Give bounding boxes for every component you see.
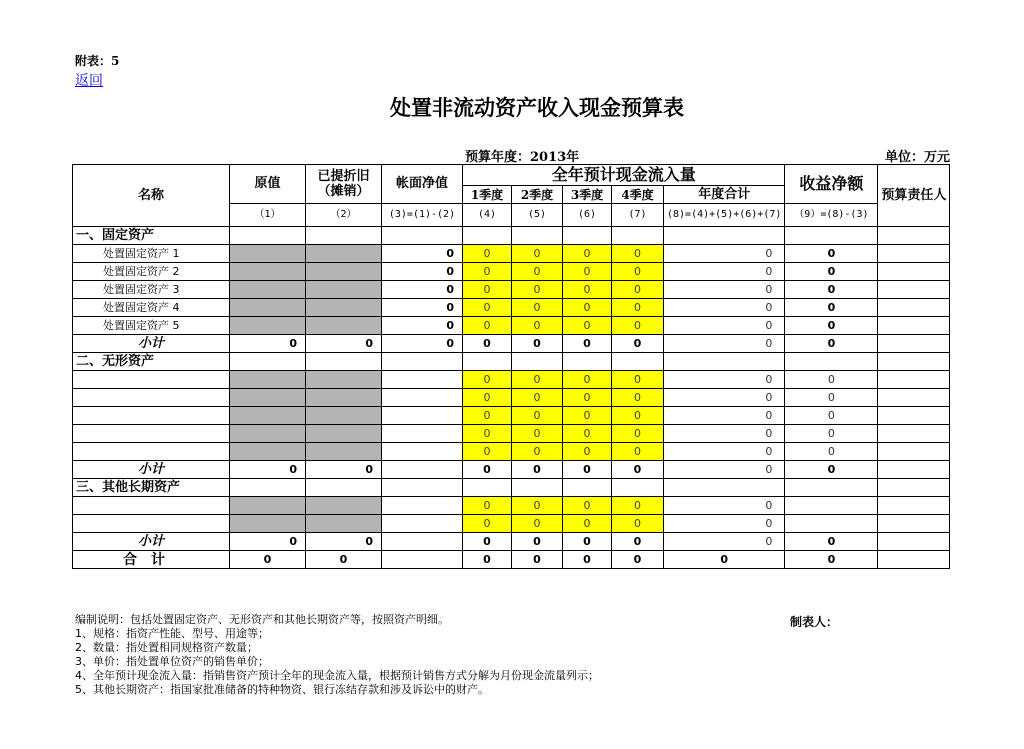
budget-year: 预算年度：2013年 — [465, 150, 580, 165]
asset-row — [73, 281, 950, 299]
unit-label: 单位：万元 — [884, 150, 950, 165]
net-income-cell: 0 — [785, 425, 878, 443]
quarter-input[interactable]: 0 — [612, 299, 664, 317]
section-title: 二、无形资产 — [73, 353, 230, 371]
original-value-cell — [230, 245, 306, 263]
net-income-cell: 0 — [785, 443, 878, 461]
quarter-input[interactable]: 0 — [563, 389, 612, 407]
depreciation-cell — [306, 515, 382, 533]
table-cell — [878, 533, 950, 551]
quarter-input[interactable]: 0 — [463, 425, 512, 443]
table-cell — [785, 227, 878, 245]
book-value-cell — [382, 407, 463, 425]
quarter-input[interactable]: 0 — [612, 263, 664, 281]
subtotal-quarter: 0 — [612, 461, 664, 479]
subtotal-depreciation: 0 — [306, 533, 382, 551]
formula-code: (6) — [563, 204, 612, 227]
depreciation-cell — [306, 425, 382, 443]
book-value-cell — [382, 371, 463, 389]
annual-total-cell: 0 — [664, 443, 785, 461]
subtotal-quarter: 0 — [512, 461, 563, 479]
table-cell — [230, 479, 306, 497]
quarter-input[interactable]: 0 — [463, 371, 512, 389]
net-income-cell: 0 — [785, 407, 878, 425]
asset-row — [73, 497, 950, 515]
quarter-input[interactable]: 0 — [512, 263, 563, 281]
asset-name: 处置固定资产 5 — [73, 317, 230, 335]
subtotal-depreciation: 0 — [306, 461, 382, 479]
depreciation-cell — [306, 443, 382, 461]
annual-total-cell: 0 — [664, 389, 785, 407]
subtotal-quarter: 0 — [563, 461, 612, 479]
header-original-value: 原值 — [230, 165, 306, 204]
table-cell — [878, 479, 950, 497]
header-row — [73, 165, 950, 186]
original-value-cell — [230, 263, 306, 281]
table-maker-label: 制表人： — [790, 615, 839, 629]
formula-code: （9）=(8)-(3) — [785, 204, 878, 227]
asset-name — [73, 371, 230, 389]
annual-total-cell: 0 — [664, 245, 785, 263]
quarter-input[interactable]: 0 — [563, 371, 612, 389]
subtotal-quarter: 0 — [563, 533, 612, 551]
subtotal-net: 0 — [785, 335, 878, 353]
table-cell — [230, 227, 306, 245]
net-income-cell: 0 — [785, 371, 878, 389]
quarter-input[interactable]: 0 — [512, 317, 563, 335]
original-value-cell — [230, 371, 306, 389]
responsible-cell — [878, 407, 950, 425]
quarter-input[interactable]: 0 — [563, 263, 612, 281]
subtotal-quarter: 0 — [463, 461, 512, 479]
table-cell — [306, 479, 382, 497]
original-value-cell — [230, 515, 306, 533]
quarter-input[interactable]: 0 — [563, 425, 612, 443]
asset-name — [73, 389, 230, 407]
quarter-input[interactable]: 0 — [463, 263, 512, 281]
quarter-input[interactable]: 0 — [512, 497, 563, 515]
quarter-input[interactable]: 0 — [463, 515, 512, 533]
responsible-cell — [878, 515, 950, 533]
header-q3: 3季度 — [563, 186, 612, 204]
responsible-cell — [878, 281, 950, 299]
total-label: 合计 — [73, 551, 230, 569]
asset-name: 处置固定资产 3 — [73, 281, 230, 299]
original-value-cell — [230, 425, 306, 443]
table-cell — [382, 479, 463, 497]
table-cell — [563, 479, 612, 497]
back-link[interactable]: 返回 — [75, 73, 103, 89]
quarter-input[interactable]: 0 — [612, 245, 664, 263]
asset-name — [73, 515, 230, 533]
book-value-cell: 0 — [382, 317, 463, 335]
depreciation-cell — [306, 245, 382, 263]
total-net: 0 — [785, 551, 878, 569]
responsible-cell — [878, 371, 950, 389]
table-cell — [878, 335, 950, 353]
note-line: 编制说明：包括处置固定资产、无形资产和其他长期资产等，按照资产明细。 — [75, 613, 449, 626]
quarter-input[interactable]: 0 — [563, 299, 612, 317]
header-net-income: 收益净额 — [785, 165, 878, 204]
responsible-cell — [878, 263, 950, 281]
net-income-cell: 0 — [785, 389, 878, 407]
table-cell — [878, 461, 950, 479]
header-responsible: 预算责任人 — [878, 165, 950, 227]
annual-total-cell: 0 — [664, 281, 785, 299]
annex-label: 附表：5 — [75, 54, 120, 68]
note-line: 2、数量：指处置相同规格资产数量； — [75, 641, 258, 654]
quarter-input[interactable]: 0 — [512, 299, 563, 317]
header-q2: 2季度 — [512, 186, 563, 204]
subtotal-net: 0 — [785, 533, 878, 551]
quarter-input[interactable]: 0 — [612, 515, 664, 533]
table-cell — [306, 353, 382, 371]
depreciation-cell — [306, 389, 382, 407]
table-cell — [785, 353, 878, 371]
book-value-cell — [382, 497, 463, 515]
quarter-input[interactable]: 0 — [612, 371, 664, 389]
asset-row — [73, 245, 950, 263]
subtotal-book: 0 — [382, 335, 463, 353]
book-value-cell: 0 — [382, 245, 463, 263]
net-income-cell — [785, 515, 878, 533]
quarter-input[interactable]: 0 — [563, 245, 612, 263]
asset-name — [73, 407, 230, 425]
book-value-cell — [382, 443, 463, 461]
net-income-cell: 0 — [785, 317, 878, 335]
subtotal-quarter: 0 — [512, 533, 563, 551]
header-depreciation: 已提折旧 （摊销） — [306, 165, 382, 204]
asset-name: 处置固定资产 4 — [73, 299, 230, 317]
quarter-input[interactable]: 0 — [563, 317, 612, 335]
notes — [75, 613, 599, 697]
depreciation-cell — [306, 263, 382, 281]
quarter-input[interactable]: 0 — [563, 497, 612, 515]
table-cell — [382, 227, 463, 245]
table-cell — [306, 227, 382, 245]
total-quarter: 0 — [512, 551, 563, 569]
formula-code: （1） — [230, 204, 306, 227]
table-cell — [664, 227, 785, 245]
original-value-cell — [230, 497, 306, 515]
depreciation-cell — [306, 371, 382, 389]
table-cell — [463, 227, 512, 245]
total-quarter: 0 — [563, 551, 612, 569]
asset-row — [73, 425, 950, 443]
section-row — [73, 353, 950, 371]
note-line: 3、单价：指处置单位资产的销售单价； — [75, 655, 269, 668]
formula-code: (7) — [612, 204, 664, 227]
quarter-input[interactable]: 0 — [463, 281, 512, 299]
table-cell — [512, 479, 563, 497]
depreciation-cell — [306, 317, 382, 335]
quarter-input[interactable]: 0 — [512, 515, 563, 533]
table-cell — [382, 353, 463, 371]
header-name: 名称 — [73, 165, 230, 227]
annual-total-cell: 0 — [664, 425, 785, 443]
subtotal-original: 0 — [230, 335, 306, 353]
original-value-cell — [230, 317, 306, 335]
header-book-value: 帐面净值 — [382, 165, 463, 204]
quarter-input[interactable]: 0 — [612, 407, 664, 425]
depreciation-cell — [306, 299, 382, 317]
quarter-input[interactable]: 0 — [463, 389, 512, 407]
net-income-cell — [785, 497, 878, 515]
formula-code: (3)=(1)-(2) — [382, 204, 463, 227]
subtotal-book — [382, 533, 463, 551]
original-value-cell — [230, 281, 306, 299]
annual-total-cell: 0 — [664, 497, 785, 515]
asset-name — [73, 443, 230, 461]
asset-row — [73, 443, 950, 461]
asset-row — [73, 299, 950, 317]
subtotal-annual: 0 — [664, 335, 785, 353]
note-line: 1、规格：指资产性能、型号、用途等； — [75, 627, 269, 640]
subtotal-quarter: 0 — [563, 335, 612, 353]
responsible-cell — [878, 317, 950, 335]
table-cell — [230, 353, 306, 371]
annual-total-cell: 0 — [664, 407, 785, 425]
net-income-cell: 0 — [785, 299, 878, 317]
header-q4: 4季度 — [612, 186, 664, 204]
subtotal-depreciation: 0 — [306, 335, 382, 353]
asset-row — [73, 389, 950, 407]
subtotal-quarter: 0 — [463, 335, 512, 353]
annual-total-cell: 0 — [664, 515, 785, 533]
subtotal-annual: 0 — [664, 461, 785, 479]
header-q1: 1季度 — [463, 186, 512, 204]
quarter-input[interactable]: 0 — [512, 389, 563, 407]
table-cell — [878, 551, 950, 569]
responsible-cell — [878, 443, 950, 461]
net-income-cell: 0 — [785, 263, 878, 281]
table-cell — [664, 479, 785, 497]
asset-name — [73, 425, 230, 443]
header-cash-inflow: 全年预计现金流入量 — [463, 165, 785, 186]
net-income-cell: 0 — [785, 281, 878, 299]
table-cell — [563, 227, 612, 245]
total-annual: 0 — [664, 551, 785, 569]
responsible-cell — [878, 389, 950, 407]
note-line: 4、全年预计现金流入量：指销售资产预计全年的现金流入量，根据预计销售方式分解为月份现金流量列示； — [75, 669, 599, 682]
formula-code: (5) — [512, 204, 563, 227]
quarter-input[interactable]: 0 — [563, 515, 612, 533]
book-value-cell: 0 — [382, 263, 463, 281]
responsible-cell — [878, 497, 950, 515]
annual-total-cell: 0 — [664, 371, 785, 389]
subtotal-row — [73, 461, 950, 479]
table-cell — [463, 353, 512, 371]
table-cell — [878, 353, 950, 371]
book-value-cell: 0 — [382, 299, 463, 317]
table-cell — [463, 479, 512, 497]
subtotal-original: 0 — [230, 533, 306, 551]
depreciation-cell — [306, 497, 382, 515]
book-value-cell — [382, 389, 463, 407]
budget-table — [72, 164, 950, 569]
quarter-input[interactable]: 0 — [512, 425, 563, 443]
original-value-cell — [230, 299, 306, 317]
subtotal-label: 小计 — [73, 461, 230, 479]
depreciation-cell — [306, 281, 382, 299]
subtotal-row — [73, 533, 950, 551]
subtotal-quarter: 0 — [612, 533, 664, 551]
total-quarter: 0 — [612, 551, 664, 569]
subtotal-label: 小计 — [73, 335, 230, 353]
table-cell — [512, 227, 563, 245]
formula-code: (8)=(4)+(5)+(6)+(7) — [664, 204, 785, 227]
table-cell — [563, 353, 612, 371]
table-cell — [785, 479, 878, 497]
net-income-cell: 0 — [785, 245, 878, 263]
total-depreciation: 0 — [306, 551, 382, 569]
quarter-input[interactable]: 0 — [512, 407, 563, 425]
quarter-input[interactable]: 0 — [512, 245, 563, 263]
formula-code: （2） — [306, 204, 382, 227]
subtotal-quarter: 0 — [612, 335, 664, 353]
asset-row — [73, 317, 950, 335]
responsible-cell — [878, 299, 950, 317]
asset-row — [73, 407, 950, 425]
original-value-cell — [230, 443, 306, 461]
asset-name: 处置固定资产 2 — [73, 263, 230, 281]
quarter-input[interactable]: 0 — [463, 317, 512, 335]
responsible-cell — [878, 425, 950, 443]
subtotal-book — [382, 461, 463, 479]
original-value-cell — [230, 389, 306, 407]
annual-total-cell: 0 — [664, 317, 785, 335]
table-cell — [878, 227, 950, 245]
asset-name: 处置固定资产 1 — [73, 245, 230, 263]
quarter-input[interactable]: 0 — [463, 407, 512, 425]
quarter-input[interactable]: 0 — [512, 371, 563, 389]
asset-row — [73, 371, 950, 389]
total-quarter: 0 — [463, 551, 512, 569]
table-cell — [612, 227, 664, 245]
table-cell — [612, 353, 664, 371]
quarter-input[interactable]: 0 — [563, 443, 612, 461]
book-value-cell: 0 — [382, 281, 463, 299]
quarter-input[interactable]: 0 — [463, 245, 512, 263]
asset-row — [73, 263, 950, 281]
subtotal-quarter: 0 — [512, 335, 563, 353]
asset-row — [73, 515, 950, 533]
quarter-input[interactable]: 0 — [512, 443, 563, 461]
quarter-input[interactable]: 0 — [463, 497, 512, 515]
table-cell — [512, 353, 563, 371]
quarter-input[interactable]: 0 — [463, 299, 512, 317]
quarter-input[interactable]: 0 — [612, 317, 664, 335]
total-book — [382, 551, 463, 569]
annual-total-cell: 0 — [664, 299, 785, 317]
table-cell — [612, 479, 664, 497]
annual-total-cell: 0 — [664, 263, 785, 281]
total-row — [73, 551, 950, 569]
quarter-input[interactable]: 0 — [612, 497, 664, 515]
subtotal-annual: 0 — [664, 533, 785, 551]
subtotal-quarter: 0 — [463, 533, 512, 551]
header-annual-total: 年度合计 — [664, 186, 785, 204]
page-title: 处置非流动资产收入现金预算表 — [390, 95, 684, 120]
quarter-input[interactable]: 0 — [612, 425, 664, 443]
total-original: 0 — [230, 551, 306, 569]
formula-code: (4) — [463, 204, 512, 227]
quarter-input[interactable]: 0 — [563, 281, 612, 299]
book-value-cell — [382, 515, 463, 533]
quarter-input[interactable]: 0 — [612, 443, 664, 461]
depreciation-cell — [306, 407, 382, 425]
original-value-cell — [230, 407, 306, 425]
quarter-input[interactable]: 0 — [512, 281, 563, 299]
quarter-input[interactable]: 0 — [463, 443, 512, 461]
table-cell — [664, 353, 785, 371]
subtotal-original: 0 — [230, 461, 306, 479]
section-title: 三、其他长期资产 — [73, 479, 230, 497]
book-value-cell — [382, 425, 463, 443]
responsible-cell — [878, 245, 950, 263]
section-row — [73, 479, 950, 497]
quarter-input[interactable]: 0 — [563, 407, 612, 425]
quarter-input[interactable]: 0 — [612, 281, 664, 299]
section-title: 一、固定资产 — [73, 227, 230, 245]
asset-name — [73, 497, 230, 515]
note-line: 5、其他长期资产：指国家批准储备的特种物资、银行冻结存款和涉及诉讼中的财产。 — [75, 683, 489, 696]
section-row — [73, 227, 950, 245]
quarter-input[interactable]: 0 — [612, 389, 664, 407]
subtotal-row — [73, 335, 950, 353]
subtotal-label: 小计 — [73, 533, 230, 551]
subtotal-net: 0 — [785, 461, 878, 479]
